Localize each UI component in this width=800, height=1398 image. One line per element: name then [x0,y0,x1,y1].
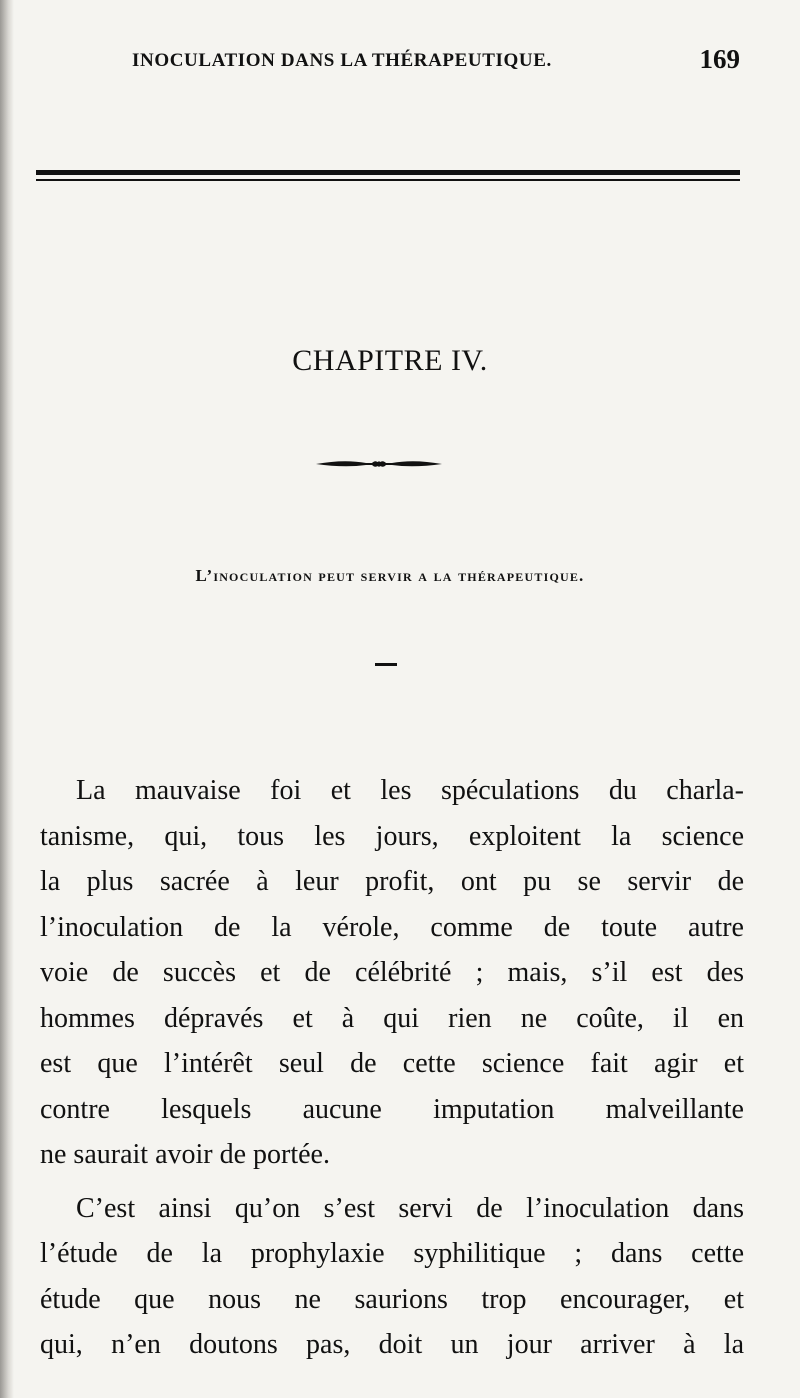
page-gutter-shadow [0,0,14,1398]
text-line: étude que nous ne saurions trop encourager, et [40,1283,744,1315]
text-line: est que l’intérêt seul de cette science fait agir et [40,1048,744,1079]
section-heading: L’inoculation peut servir a la thérapeutique. [195,566,585,585]
text-line: ne saurait avoir de portée. [40,1139,330,1170]
paragraph-2 [40,1186,744,1368]
text-line: la plus sacrée à leur profit, ont pu se servir de [40,866,744,897]
page-number: 169 [699,44,740,74]
ornament-divider-icon [314,456,444,472]
body-text [40,768,744,1368]
section-dash [375,663,397,666]
header-rule-thin [36,179,740,181]
running-head-title: INOCULATION DANS LA THÉRAPEUTIQUE. [132,50,552,71]
text-line: l’étude de la prophylaxie syphilitique ; dans cette [40,1238,744,1269]
text-line: La mauvaise foi et les spéculations du charla- [76,775,744,806]
running-head [40,44,740,80]
text-line: tanisme, qui, tous les jours, exploitent la science [40,820,744,852]
text-line: C’est ainsi qu’on s’est servi de l’inoculation dans [76,1192,744,1224]
text-line: l’inoculation de la vérole, comme de toute autre [40,911,744,943]
header-rule-thick [36,170,740,175]
paragraph-1 [40,768,744,1178]
text-line: contre lesquels aucune imputation malveillante [40,1093,744,1125]
paragraph-gap [40,1178,744,1186]
text-line: voie de succès et de célébrité ; mais, s’il est des [40,957,744,988]
chapter-title: CHAPITRE IV. [292,344,488,377]
text-line: qui, n’en doutons pas, doit un jour arriver à la [40,1329,744,1360]
text-line: hommes dépravés et à qui rien ne coûte, il en [40,1002,744,1034]
